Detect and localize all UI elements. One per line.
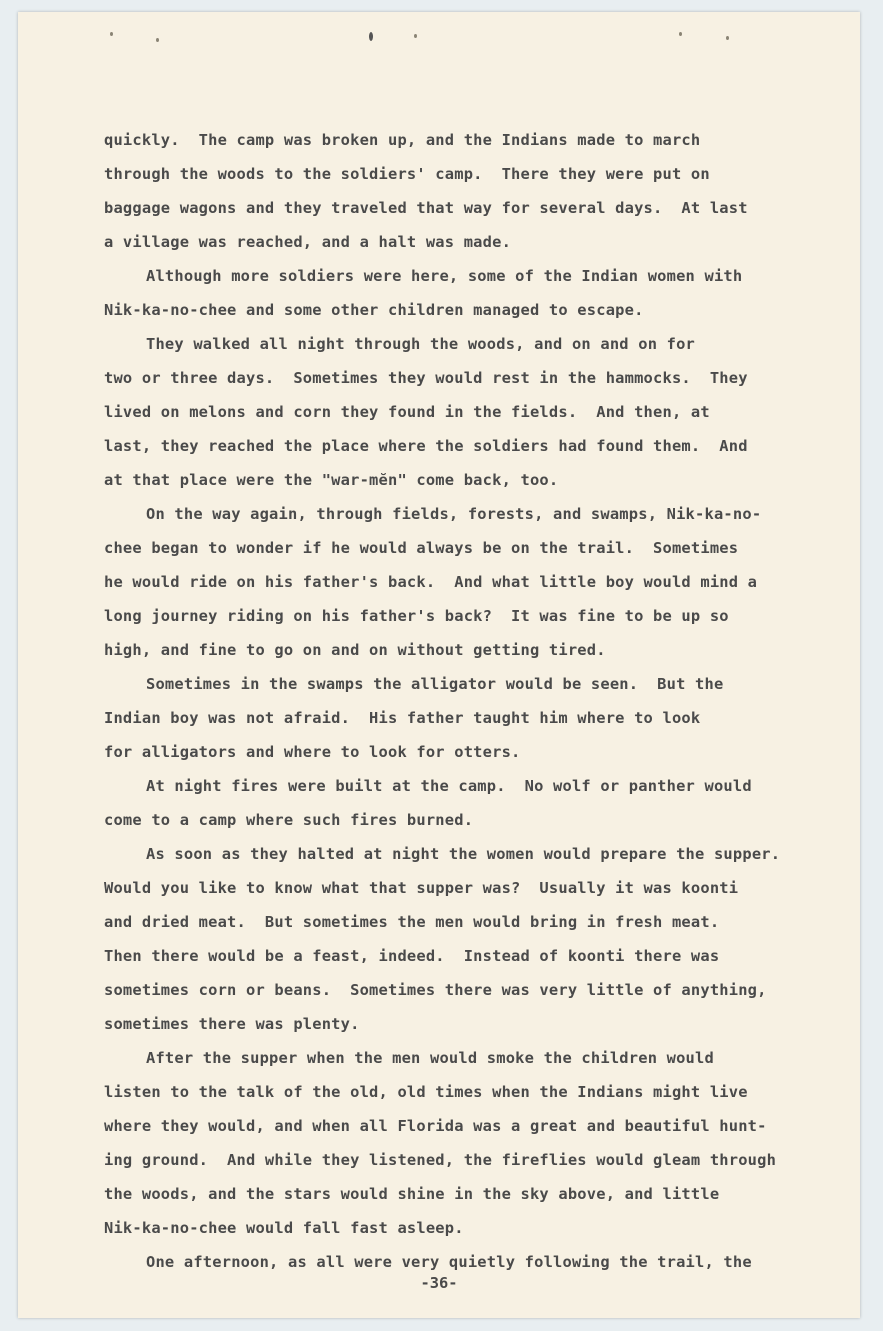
text-line: last, they reached the place where the soldiers had found them. And — [104, 437, 748, 455]
paper-speck — [414, 34, 417, 38]
text-line: Although more soldiers were here, some of the Indian women with — [146, 267, 743, 285]
text-line: One afternoon, as all were very quietly following the trail, the — [146, 1253, 752, 1271]
text-line: Then there would be a feast, indeed. Instead of koonti there was — [104, 947, 720, 965]
page-number: -36- — [420, 1274, 458, 1292]
document-page — [18, 12, 860, 1318]
text-line: Nik-ka-no-chee would fall fast asleep. — [104, 1219, 464, 1237]
paper-speck — [679, 32, 682, 36]
text-line: As soon as they halted at night the women would prepare the supper. — [146, 845, 781, 863]
text-line: where they would, and when all Florida was a great and beautiful hunt- — [104, 1117, 767, 1135]
text-line: for alligators and where to look for otters. — [104, 743, 521, 761]
text-line: listen to the talk of the old, old times when the Indians might live — [104, 1083, 748, 1101]
text-line: he would ride on his father's back. And what little boy would mind a — [104, 573, 758, 591]
text-line: long journey riding on his father's back? It was fine to be up so — [104, 607, 729, 625]
text-line: They walked all night through the woods, and on and on for — [146, 335, 696, 353]
text-line: two or three days. Sometimes they would rest in the hammocks. They — [104, 369, 748, 387]
text-line: At night fires were built at the camp. No wolf or panther would — [146, 777, 752, 795]
text-line: Nik-ka-no-chee and some other children managed to escape. — [104, 301, 644, 319]
text-line: and dried meat. But sometimes the men would bring in fresh meat. — [104, 913, 720, 931]
paper-speck — [369, 32, 373, 41]
paper-speck — [110, 32, 113, 36]
text-line: ing ground. And while they listened, the fireflies would gleam through — [104, 1151, 777, 1169]
text-line: Indian boy was not afraid. His father taught him where to look — [104, 709, 701, 727]
text-line: Sometimes in the swamps the alligator would be seen. But the — [146, 675, 724, 693]
text-line: chee began to wonder if he would always be on the trail. Sometimes — [104, 539, 739, 557]
text-line: Would you like to know what that supper was? Usually it was koonti — [104, 879, 739, 897]
body-text — [104, 123, 824, 1279]
text-line: baggage wagons and they traveled that way for several days. At last — [104, 199, 748, 217]
text-line: quickly. The camp was broken up, and the Indians made to march — [104, 131, 701, 149]
text-line: a village was reached, and a halt was made. — [104, 233, 512, 251]
text-line: After the supper when the men would smoke the children would — [146, 1049, 714, 1067]
text-line: through the woods to the soldiers' camp. There they were put on — [104, 165, 710, 183]
text-line: come to a camp where such fires burned. — [104, 811, 474, 829]
paper-speck — [726, 36, 729, 40]
text-line: sometimes corn or beans. Sometimes there was very little of anything, — [104, 981, 767, 999]
text-line: the woods, and the stars would shine in the sky above, and little — [104, 1185, 720, 1203]
text-line: sometimes there was plenty. — [104, 1015, 360, 1033]
text-line: high, and fine to go on and on without getting tired. — [104, 641, 606, 659]
text-line: lived on melons and corn they found in the fields. And then, at — [104, 403, 710, 421]
text-line: On the way again, through fields, forests, and swamps, Nik-ka-no- — [146, 505, 762, 523]
paper-speck — [156, 38, 159, 42]
text-line: at that place were the "war-mĕn" come back, too. — [104, 471, 559, 489]
